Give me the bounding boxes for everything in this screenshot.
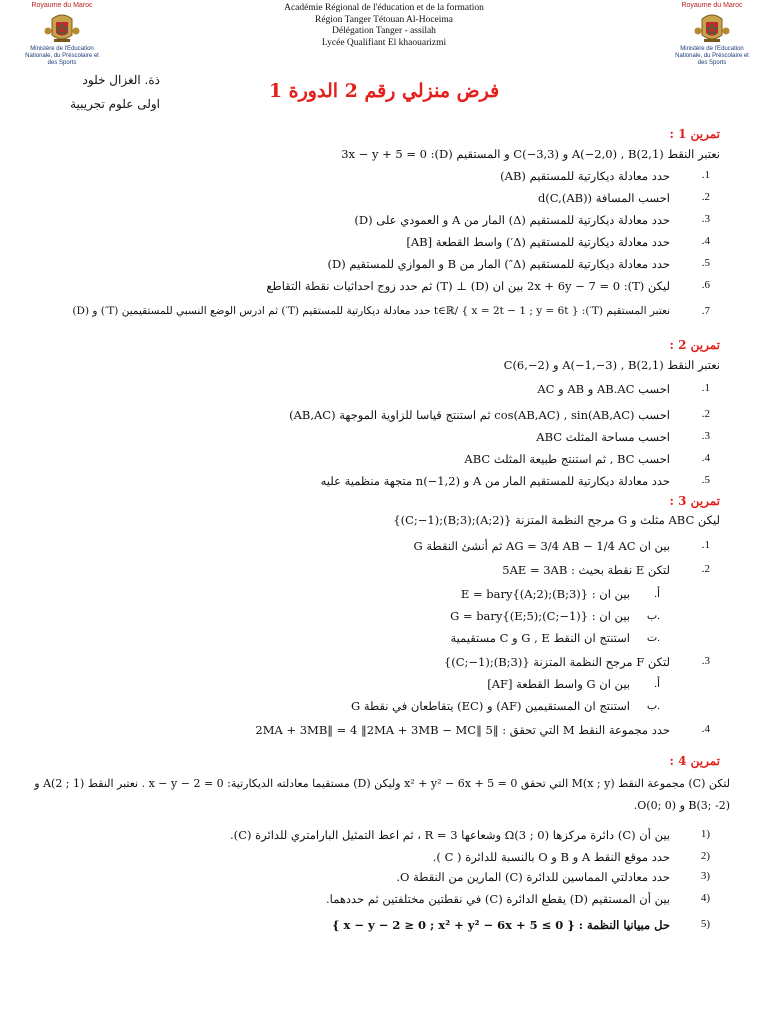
teacher-name: ذة. الغزال خلود <box>82 73 160 87</box>
exercise-3-intro: ليكن ABC مثلث و G مرجح النظمة المتزنة {(A;2);(B;3);(C;−1)} <box>393 513 720 527</box>
exercise-3-item-2c-number: ت. <box>646 632 660 644</box>
school-info <box>0 3 768 49</box>
exercise-1-item-1: حدد معادلة ديكارتية للمستقيم (AB) <box>500 169 670 183</box>
exercise-3-item-3a: بين ان G واسط القطعة [AF] <box>487 677 630 691</box>
exercise-1-item-4-number: .4 <box>701 235 710 247</box>
exercise-2-item-1: احسب AB.AC و AB و AC <box>537 382 670 396</box>
exercise-3-item-2b: بين ان : G = bary{(E;5);(C;−1)} <box>450 609 630 623</box>
exercise-1-item-2: احسب المسافة d(C,(AB)) <box>537 191 670 205</box>
exercise-3-item-2c: استنتج ان النقط G , E و C مستقيمية <box>450 631 630 645</box>
exercise-4-item-3: حدد معادلتي المماسين للدائرة (C) المارين من النقطة O. <box>396 870 670 884</box>
exercise-2-item-5: حدد معادلة ديكارتية للمستقيم المار من A و n(−1,2) متجهة منظمية عليه <box>320 474 670 488</box>
exercise-3-item-2a: بين ان : E = bary{(A;2);(B;3)} <box>460 587 630 601</box>
exercise-2-item-3-number: .3 <box>701 430 710 442</box>
exercise-3-item-2a-number: .أ <box>654 588 660 600</box>
exercise-2-item-2: احسب cos(AB,AC) , sin(AB,AC) ثم استنتج قياسا للزاوية الموجهة (AB,AC) <box>289 408 670 422</box>
exercise-3-item-2-number: .2 <box>701 563 710 575</box>
exercise-3-item-2: لتكن E نقطة بحيث : 5AE = 3AB <box>502 563 670 577</box>
exam-title: فرض منزلي رقم 2 الدورة 1 <box>268 80 500 102</box>
ministry-label-left: Ministère de l'Education Nationale, du Préscolaire et des Sports <box>25 46 99 66</box>
exercise-2-item-2-number: .2 <box>701 408 710 420</box>
exercise-1-title: تمرين 1 : <box>669 127 720 141</box>
kingdom-label-right: Royaume du Maroc <box>681 2 743 9</box>
exercise-1-intro: نعتبر النقط A(−2,0) , B(2,1) و C(−3,3) و المستقيم (D): 3x − y + 5 = 0 <box>341 147 720 161</box>
exercise-4-intro: لتكن (C) مجموعة النقط M(x ; y) التي تحقق x² + y² − 6x + 5 = 0 وليكن (D) مستقيما معادلته الديكارتية: x − y − 2 = 0 . نعتبر النقط A(2 ; 1) و B(3; -2) و O(0; 0). <box>34 777 730 812</box>
exercise-1-item-5-number: .5 <box>701 257 710 269</box>
exercise-2-title: تمرين 2 : <box>669 338 720 352</box>
exercise-3-item-3a-number: .أ <box>654 678 660 690</box>
exercise-3-item-1: بين ان AG = 3/4 AB − 1/4 AC ثم أنشئ النقطة G <box>413 539 670 553</box>
ministry-emblem-right <box>672 2 752 67</box>
exercise-3-item-4: حدد مجموعة النقط M التي تحقق : ‖2MA + 3MB‖ = 4 ‖2MA + 3MB − MC‖ 5 <box>255 723 670 737</box>
exercise-3-item-3-number: .3 <box>701 655 710 667</box>
exercise-4-title: تمرين 4 : <box>669 754 720 768</box>
delegation-line: Délégation Tanger - assilah <box>332 26 436 36</box>
exercise-4-item-1-number: 1) <box>700 828 710 840</box>
ministry-label-right: Ministère de l'Education Nationale, du Préscolaire et des Sports <box>675 46 749 66</box>
coat-of-arms-icon <box>694 11 730 45</box>
exercise-1-item-7-number: .7 <box>701 305 710 317</box>
exercise-3-item-4-number: .4 <box>701 723 710 735</box>
exercise-1-item-5: حدد معادلة ديكارتية للمستقيم (Δ″) المار من B و الموازي للمستقيم (D) <box>327 257 670 271</box>
exercise-2-item-4: احسب BC , ثم استنتج طبيعة المثلث ABC <box>464 452 670 466</box>
exercise-3-item-3b: استنتج ان المستقيمين (AF) و (EC) يتقاطعان في نقطة G <box>351 699 630 713</box>
exercise-4-item-3-number: 3) <box>700 870 710 882</box>
exercise-3-title: تمرين 3 : <box>669 494 720 508</box>
academy-line: Académie Régional de l'éducation et de la formation <box>284 3 484 13</box>
exercise-2-item-1-number: .1 <box>701 382 710 394</box>
exercise-4-item-5-number: 5) <box>700 918 710 930</box>
exercise-1-item-1-number: .1 <box>701 169 710 181</box>
exercise-1-item-6: ليكن (T): 2x + 6y − 7 = 0 بين ان (D) ⊥ (T) ثم حدد زوج احداثيات نقطة التقاطع <box>266 279 670 293</box>
exercise-4-item-4-number: 4) <box>700 892 710 904</box>
class-level: اولى علوم تجريبية <box>70 97 160 111</box>
exercise-1-item-4: حدد معادلة ديكارتية للمستقيم (Δ′) واسط القطعة [AB] <box>406 235 670 249</box>
exercise-2-item-3: احسب مساحة المثلث ABC <box>536 430 670 444</box>
exercise-1-item-3: حدد معادلة ديكارتية للمستقيم (Δ) المار من A و العمودي على (D) <box>354 213 670 227</box>
kingdom-label-left: Royaume du Maroc <box>31 2 93 9</box>
exercise-4-item-2-number: 2) <box>700 850 710 862</box>
exercise-1-item-6-number: .6 <box>701 279 710 291</box>
exercise-3-item-3b-number: ب. <box>646 700 660 712</box>
exercise-3-item-2b-number: ب. <box>646 610 660 622</box>
exercise-4-item-4: بين أن المستقيم (D) يقطع الدائرة (C) في نقطتين مختلفتين ثم حددهما. <box>326 892 670 906</box>
exercise-4-item-5: حل مبيانيا النظمة : { x − y − 2 ≥ 0 ; x² + y² − 6x + 5 ≤ 0 } <box>332 918 670 932</box>
exercise-3-item-3: لتكن F مرجح النظمة المتزنة {(B;3);(C;−1)} <box>443 655 670 669</box>
exercise-4-item-1: بين أن (C) دائرة مركزها Ω(3 ; 0) وشعاعها R = 3 ، ثم اعط التمثيل البارامتري للدائرة (C). <box>230 828 670 842</box>
exercise-1-item-3-number: .3 <box>701 213 710 225</box>
exercise-1-item-2-number: .2 <box>701 191 710 203</box>
school-line: Lycée Qualifiant El khaouarizmi <box>321 37 447 48</box>
exercise-4-item-2: حدد موقع النقط A و B و O بالنسبة للدائرة ( C ). <box>432 850 670 864</box>
exercise-2-item-4-number: .4 <box>701 452 710 464</box>
page-header <box>0 0 768 70</box>
exercise-1-item-7: نعتبر المستقيم (T′): { x = 2t − 1 ; y = 6t } /t∈ℝ حدد معادلة ديكارتية للمستقيم (T′) ثم ادرس الوضع النسبي للمستقيمين (T′) و (D) <box>72 305 670 317</box>
exercise-2-intro: نعتبر النقط A(−1,−3) , B(2,1) و C(6,−2) <box>503 358 720 372</box>
region-line: Région Tanger Tétouan Al-Hoceima <box>314 14 453 25</box>
exercise-3-item-1-number: .1 <box>701 539 710 551</box>
exercise-2-item-5-number: .5 <box>701 474 710 486</box>
